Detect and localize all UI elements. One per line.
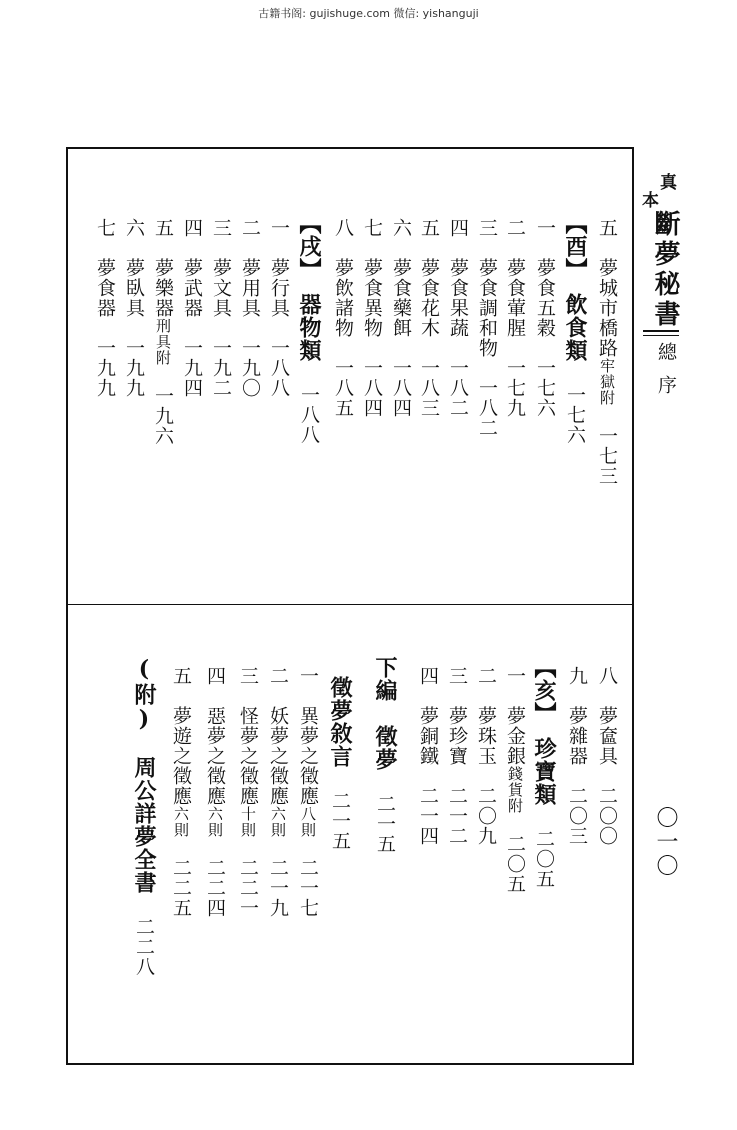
edition-mark [640,168,680,211]
toc-entry: 四 夢食果蔬 一八二 [447,218,469,418]
section-title: 總序 [655,342,677,408]
toc-entry: 一 異夢之徵應八則 二一七 [297,666,319,918]
toc-entry: 一 夢行具 一八八 [268,218,290,398]
title-rule-thin [643,335,679,336]
part-heading: 下編 徵夢 二一五 [372,656,398,854]
edition-char-ben: 本 [642,191,659,211]
preface-heading: 徵夢敘言 二一五 [327,676,353,851]
toc-entry: 一 夢食五穀 一七六 [534,218,556,418]
toc-entry: 三 夢食調和物 一八二 [476,218,498,438]
title-rule [643,330,679,332]
toc-entry: 五 夢樂器刑具附 一九六 [152,218,174,446]
toc-entry: 三 夢珍寶 二一二 [446,666,468,846]
toc-entry: 八 夢奩具 二〇〇 [596,666,618,846]
category-heading: 【亥】 珍寶類 二〇五 [531,656,557,889]
toc-entry: 二 夢食葷腥 一七九 [504,218,526,418]
toc-entry: 三 夢文具 一九二 [210,218,232,398]
toc-entry: 六 夢臥具 一九九 [123,218,145,398]
appendix-heading: (附) 周公詳夢全書 二二八 [131,656,157,977]
watermark-text: 古籍书阁: gujishuge.com 微信: yishanguji [258,7,479,20]
category-heading: 【戌】 器物類 一八八 [296,212,322,445]
toc-entry: 四 惡夢之徵應六則 二二四 [204,666,226,918]
edition-char-zhen: 真 [660,173,677,193]
toc-entry: 四 夢武器 一九四 [181,218,203,398]
category-heading: 【酉】 飲食類 一七六 [562,212,588,445]
toc-entry: 一 夢金銀錢貨附 二〇五 [504,666,526,894]
toc-entry: 三 怪夢之徵應十則 二二一 [237,666,259,918]
toc-entry: 五 夢食花木 一八三 [418,218,440,418]
toc-entry: 五 夢遊之徵應六則 二二五 [170,666,192,918]
toc-entry: 七 夢食器 一九九 [94,218,116,398]
toc-entry: 九 夢雜器 二〇三 [566,666,588,846]
toc-entry: 二 妖夢之徵應六則 二一九 [267,666,289,918]
toc-entry: 二 夢珠玉 二〇九 [475,666,497,846]
toc-entry: 五 夢城市橋路牢獄附 一七三 [596,218,618,486]
toc-entry: 七 夢食異物 一八四 [361,218,383,418]
page-divider [68,604,634,605]
book-title: 斷夢秘書 [650,210,680,330]
toc-entry: 二 夢用具 一九〇 [239,218,261,398]
toc-entry: 八 夢飲諸物 一八五 [332,218,354,418]
page-number: 〇一〇 [653,806,678,878]
toc-entry: 六 夢食藥餌 一八四 [390,218,412,418]
toc-entry: 四 夢銅鐵 二一四 [417,666,439,846]
